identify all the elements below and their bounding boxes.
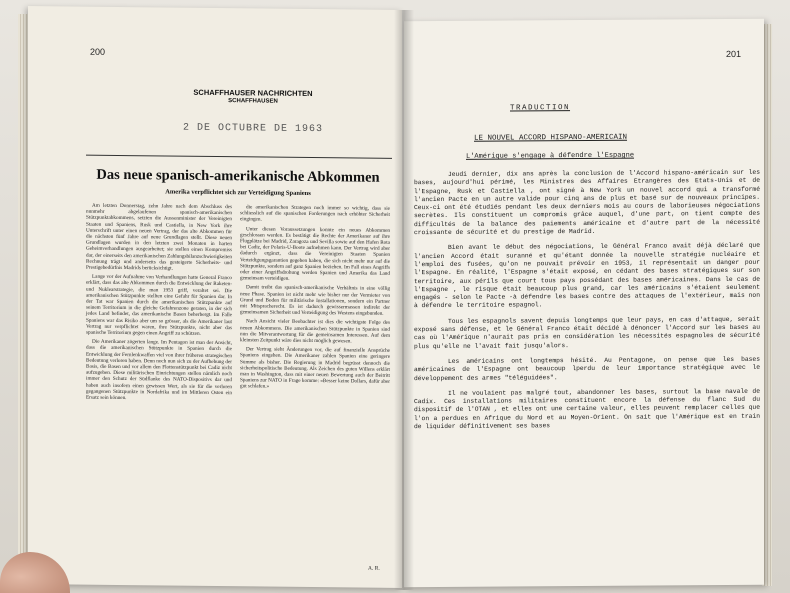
column1-paragraph: Lange vor der Aufnahme von Verhandlungen hatte General Franco erklärt, dass das alte Abkommen durch die Entwicklung der Raketen- und Nuklearstrategie, die man 1953 griff, veraltet sei. Die amerikanischen Stützpunkte stellten eine Gefahr für Spanien dar. In der Tat war Spanien durch die amerikanischen Stützpunkte auf seinem Territorium in die gleiche Gefahrenzone geraten, in der sich jedes Land befindet, das amerikanische Basen beherbergt. Im Falle Spaniens war das Risiko aber um so grösser, als die Amerikaner laut Vertrag nur verpflichtet waren, ihre Stützpunkte, nicht aber das spanische Territorium gegen einen Angriff zu schützen. — [86, 273, 232, 337]
column2-paragraph: Unter diesen Voraussetzungen konnte ein neues Abkommen geschlossen werden. Es bestätigt die Rechte der Amerikaner auf ihre Flugplätze bei Madrid, Zaragoza und Sevilla sowie auf den Hafen Rota bei Cadiz, der Polaris-U-Boote aufnehmen kann. Der Vertrag wird aber dadurch ergänzt, dass die Vereinigten Staaten Spanien Verteidigungsgarantien gegeben haben, die sich nicht mehr nur auf die Stützpunkte, sondern auf ganz Spanien beziehen. Im Fall eines Angriffs oder einer Angriffsdrohung werden Spanien und Amerika das Land gemeinsam verteidigen. — [240, 225, 390, 283]
article-signature: A. R. — [368, 565, 380, 572]
headline-rule-top — [86, 155, 392, 159]
newspaper-city: SCHAFFHAUSEN — [228, 98, 278, 105]
translation-subtitle: L'Amérique s'engage à défendre l'Espagne — [466, 151, 635, 161]
date-stamp: 2 DE OCTUBRE DE 1963 — [182, 122, 324, 136]
translation-paragraph: Les américains ont longtemps hésité. Au Pentagone, on pense que les bases américaines de l'Espagne ont beaucoup lperdu de leur importance stratégique avec le développement des armes "téléguidées". — [414, 355, 760, 382]
translation-paragraph: Il ne voulaient pas malgré tout, abandonner les bases, surtout la base navale de Cadix. Ces installations militaires constituent encore la défense du flanc Sud du dispositif de l'OTAN , et elles ont une certaine valeur, elles peuvent remplacer celles que l'on a perdues en Afrique du Nord et au Moyen-Orient. On sait que l'Amérique est en train de liquider définitivement ses bases — [414, 387, 760, 431]
column2-paragraph: Der Vertrag sieht Änderungen vor, die auf finanzielle Ansprüche Spaniens eingehen. Die Amerikaner zahlen Spanien eine geringere Summe als bisher. Die Regierung in Madrid begrüsst dennoch die sicherheitspolitische Bedeutung. Als Zeichen des guten Willens erklärt man in Washington, dass mit einer neuen Bewertung auch der Beitritt Spaniens zur NATO in Frage komme: «Besser keine Dollars, dafür aber gut schlafen.» — [240, 346, 390, 391]
subheadline: Amerika verpflichtet sich zur Verteidigung Spaniens — [165, 188, 311, 198]
translation-body — [414, 169, 760, 439]
headline: Das neue spanisch-amerikanische Abkommen — [96, 166, 380, 186]
column2-paragraph: Damit treibt das spanisch-amerikanische Verhältnis in eine völlig neue Phase. Spanien ist nicht mehr wie bisher nur der Vermieter von Grund und Boden für militärische Installationen, sondern ein Partner mit Mitspracherecht. Es ist dadurch gewissermassen indirekt der gemeinsamen Sicherheit und Verteidigung des Westens eingebunden. — [240, 284, 390, 318]
column2-paragraph: die amerikanischen Strategen noch immer so wichtig, dass sie schliesslich auf die spanischen Forderungen nach erhöhter Sicherheit eingingen. — [240, 204, 390, 223]
column1-paragraph: Die Amerikaner zögerten lange. Im Pentagon ist man der Ansicht, dass die amerikanischen Stützpunkte in Spanien durch die Entwicklung der Fernlenkwaffen viel von ihrer früheren strategischen Bedeutung verloren haben. Denn noch nun sich zu der Aufhebung der Basis, die Basen und vor allem den Flottenstützpunkt bei Cadiz nicht aufzugeben. Diese militärischen Einrichtungen stellen nämlich noch immer den Schutz der Südflanke des NATO-Dispositivs dar und haben auch insofern einen gewissen Wert, als sie für die verloren gegangenen Stützpunkte in Nordafrika und im Mittleren Osten ein Ersatz sein können. — [86, 338, 232, 402]
book-gutter — [394, 10, 414, 590]
newspaper-name: SCHAFFHAUSER NACHRICHTEN — [193, 87, 313, 99]
page-number-right: 201 — [726, 48, 742, 60]
translation-paragraph: Bien avant le début des négociations, le Général Franco avait déjà déclaré que l'ancien Accord était suranné et qu'étant donnée la nouvelle stratégie nucléaire et l'emploi des fusées, qu'on ne pouvait prévoir en 1953, il représentait un danger pour l'Espagne. En réalité, l'Espagne s'était exposé, en cédant des bases stratégiques sur son territoire, aux périls que court tous pays possédant des bases américaines. Dans le cas de l'Espagne , le risque était beaucoup plus grand, car les américains s'étaient seulement engagés - selon le Pacte -à défendre les bases contre des attaques de l'extérieur, mais non à défendre le territoire espagnol. — [414, 242, 760, 310]
section-label: TRADUCTION — [510, 104, 571, 113]
translation-title: LE NOUVEL ACCORD HISPANO-AMERICAIN — [474, 133, 628, 143]
translation-paragraph: Tous les espagnols savent depuis longtemps que leur pays, en cas d'attaque, serait exposé sans défense, et le Général Franco était décidé à dénoncer l'Accord sur les bases au cas où l'Amérique n'aurait pas pris en considération les nécessités espagnoles de sécurité plus qu'elle ne l'avait fait jusqu'alors. — [414, 315, 760, 350]
article-column-2 — [240, 204, 390, 566]
article-column-1 — [86, 203, 232, 565]
translation-paragraph: Jeudi dernier, dix ans après la conclusion de l'Accord hispano-américain sur les bases, aujourd'hui périmé, les Ministres des Affaires Etrangères des Etats-Unis et de l'Espagne, Rusk et Castiella , ont signé à New York un nouvel accord qui a transformé l'ancien Pacte en un autre valide pour cinq ans de plus et basé sur de nouveaux principes. Ceux-ci ont été étudiés pendant les deux derniers mois au cours de laborieuses négociations secrètes. Ils constituent un compromis grâce auquel, d'une part, on tient compte des difficultés de la balance des paiements américaine et d'autre part de la nécessité croissante de sécurité et du prestige de Madrid. — [414, 168, 760, 237]
column2-paragraph: Nach Ansicht vieler Beobachter ist dies die wichtigste Folge des neuen Abkommens. Die amerikanischen Stützpunkte in Spanien sind nun die Mitverantwortung für die gemeinsamen Interessen. Auf dem kleinsten Zeitpunkt wäre dies nicht möglich gewesen. — [240, 318, 390, 345]
right-page — [404, 19, 764, 588]
left-page — [28, 6, 402, 588]
page-number-left: 200 — [90, 46, 106, 57]
column1-paragraph: Am letzten Donnerstag, zehn Jahre nach dem Abschluss des nunmehr abgelaufenen spanisch-amerikanischen Stützpunktabkommens, setzten die Aussenminister der Vereinigten Staaten und Spaniens, Rusk und Castiella, in New York ihre Unterschrift unter einen neuen Vertrag, der das alte Abkommen für die nächsten fünf Jahre auf neue Grundlagen stellt. Diese neuen Grundlagen wurden in den letzten zwei Monaten in harten Geheimverhandlungen ausgearbeitet; sie stellen einen Kompromiss dar, der einerseits den amerikanischen Zahlungsbilanzschwierigkeiten Rechnung trägt und anderseits das gesteigerte Sicherheits- und Prestigebedürfnis Madrids berücksichtigt. — [86, 202, 232, 272]
